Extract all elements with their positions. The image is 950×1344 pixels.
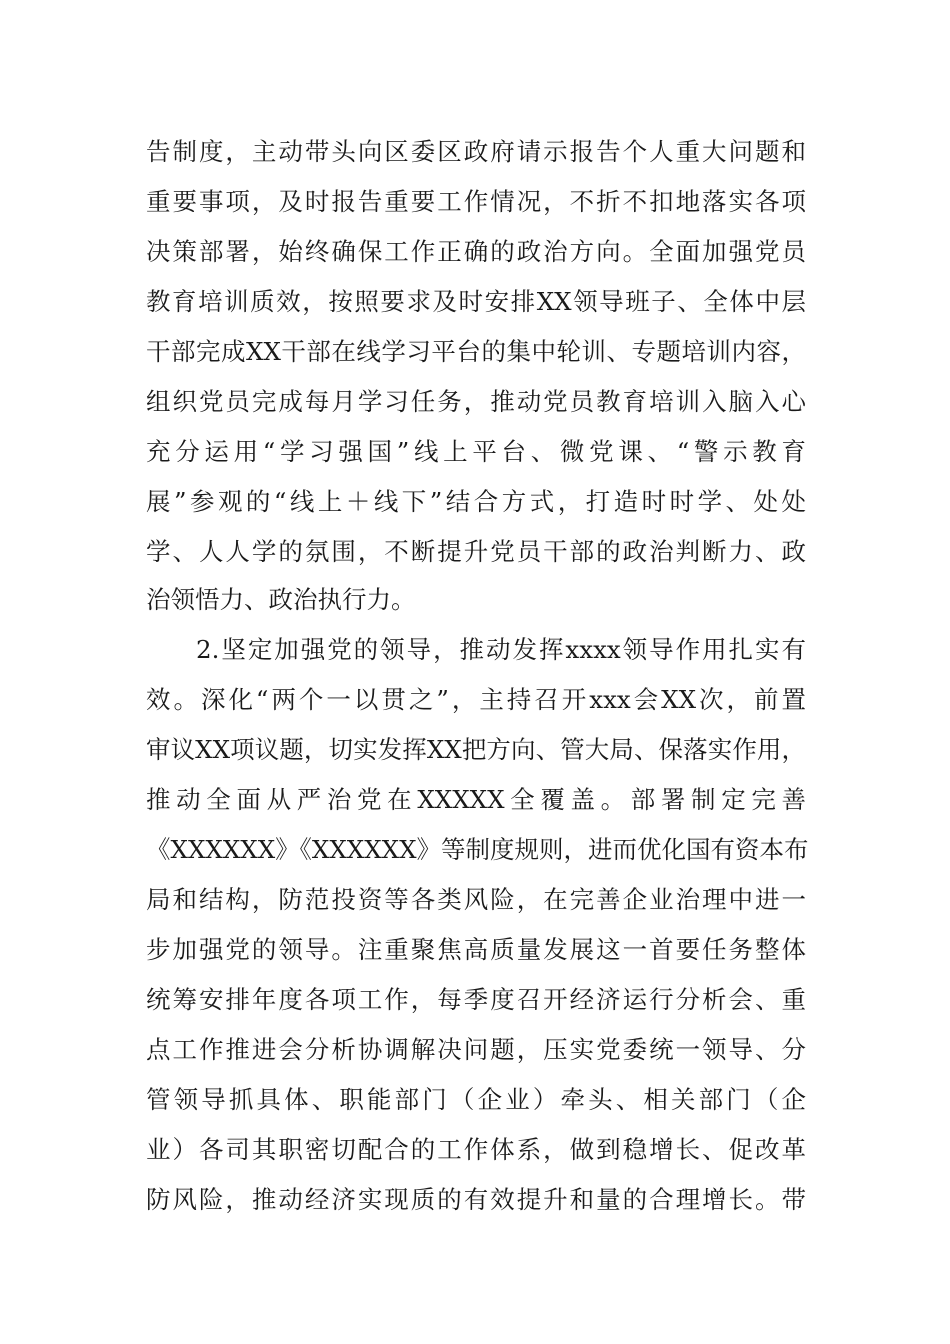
paragraph-2-line-5: 《XXXXXX》《XXXXXX》等制度规则，进而优化国有资本布 — [146, 835, 809, 864]
paragraph-1-line-10: 治领悟力、政治执行力。 — [146, 585, 416, 614]
paragraph-2-line-7: 步加强党的领导。注重聚焦高质量发展这一首要任务整体 — [146, 935, 806, 964]
paragraph-1-line-7: 充分运用“学习强国”线上平台、微党课、“警示教育 — [146, 437, 806, 466]
paragraph-1-line-4: 教育培训质效，按照要求及时安排XX领导班子、全体中层 — [146, 287, 806, 316]
paragraph-1-line-6: 组织党员完成每月学习任务，推动党员教育培训入脑入心 — [146, 387, 806, 416]
paragraph-2-line-3: 审议XX项议题，切实发挥XX把方向、管大局、保落实作用， — [146, 735, 806, 764]
paragraph-2-line-11: 业）各司其职密切配合的工作体系，做到稳增长、促改革 — [146, 1135, 806, 1164]
paragraph-1-line-3: 决策部署，始终确保工作正确的政治方向。全面加强党员 — [146, 237, 806, 266]
paragraph-2-line-9: 点工作推进会分析协调解决问题，压实党委统一领导、分 — [146, 1035, 806, 1064]
paragraph-2-line-6: 局和结构，防范投资等各类风险，在完善企业治理中进一 — [146, 885, 806, 914]
paragraph-1-line-9: 学、人人学的氛围，不断提升党员干部的政治判断力、政 — [146, 537, 806, 566]
paragraph-2-line-4: 推动全面从严治党在XXXXX全覆盖。部署制定完善 — [146, 785, 806, 814]
paragraph-1-line-8: 展”参观的“线上＋线下”结合方式，打造时时学、处处 — [146, 487, 806, 516]
paragraph-1-line-2: 重要事项，及时报告重要工作情况，不折不扣地落实各项 — [146, 187, 806, 216]
paragraph-2-line-12: 防风险，推动经济实现质的有效提升和量的合理增长。带 — [146, 1185, 806, 1214]
paragraph-2-line-10: 管领导抓具体、职能部门（企业）牵头、相关部门（企 — [146, 1085, 806, 1114]
paragraph-1-line-1: 告制度，主动带头向区委区政府请示报告个人重大问题和 — [146, 137, 806, 166]
paragraph-2-line-8: 统筹安排年度各项工作，每季度召开经济运行分析会、重 — [146, 985, 806, 1014]
paragraph-2-line-2: 效。深化“两个一以贯之”，主持召开xxx会XX次，前置 — [146, 685, 806, 714]
paragraph-2-line-1: 2.坚定加强党的领导，推动发挥xxxx领导作用扎实有 — [196, 635, 806, 664]
paragraph-1-line-5: 干部完成XX干部在线学习平台的集中轮训、专题培训内容， — [146, 337, 806, 366]
